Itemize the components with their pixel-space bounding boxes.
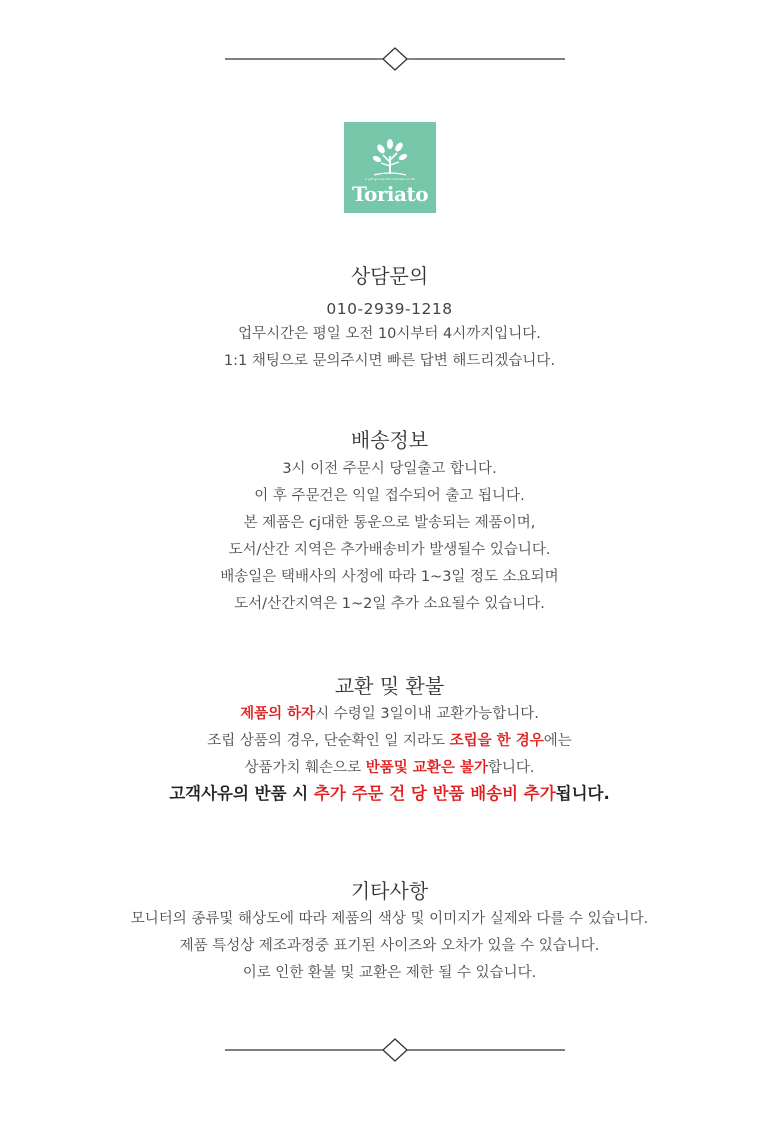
consultation-title: 상담문의 (350, 264, 429, 288)
damage-highlight: 반품및 교환은 불가 (365, 760, 488, 776)
shipping-line: 배송일은 택배사의 사정에 따라 1~3일 정도 소요되며 (220, 569, 559, 585)
damage-text-end: 합니다. (487, 760, 535, 776)
exchange-line-assembly (0, 731, 779, 751)
damage-text-start: 상품가치 훼손으로 (244, 760, 366, 776)
defect-highlight: 제품의 하자 (240, 706, 316, 722)
shipping-title: 배송정보 (350, 428, 429, 452)
assembly-text-start: 조립 상품의 경우, 단순확인 일 지라도 (207, 733, 450, 749)
shipping-line: 본 제품은 cj대한 통운으로 발송되는 제품이며, (243, 515, 536, 531)
phone-number: 010-2939-1218 (326, 300, 453, 318)
other-line: 모니터의 종류및 해상도에 따라 제품의 색상 및 이미지가 실제와 다를 수 있습니다. (130, 911, 649, 927)
shipping-line: 이 후 주문건은 익일 접수되어 출고 됩니다. (254, 488, 525, 504)
assembly-highlight: 조립을 한 경우 (449, 733, 544, 749)
exchange-line-damage (0, 758, 779, 778)
return-fee-highlight: 추가 주문 건 당 반품 배송비 추가 (313, 784, 556, 803)
shipping-line: 도서/산간지역은 1~2일 추가 소요될수 있습니다. (234, 596, 545, 612)
chat-notice: 1:1 채팅으로 문의주시면 빠른 답변 해드리겠습니다. (223, 353, 556, 369)
other-line: 이로 인한 환불 및 교환은 제한 될 수 있습니다. (242, 965, 537, 981)
diamond-divider-icon (225, 1038, 565, 1062)
return-fee-text-start: 고객사유의 반품 시 (169, 784, 314, 803)
exchange-line-defect (0, 704, 779, 724)
diamond-divider-icon (225, 47, 565, 71)
bottom-divider (225, 1038, 565, 1062)
assembly-text-end: 에는 (543, 733, 572, 749)
defect-text: 시 수령일 3일이내 교환가능합니다. (315, 706, 539, 722)
exchange-line-return-fee (0, 784, 779, 804)
brand-logo (344, 122, 436, 213)
shipping-line: 도서/산간 지역은 추가배송비가 발생될수 있습니다. (228, 542, 551, 558)
other-line: 제품 특성상 제조과정중 표기된 사이즈와 오차가 있을 수 있습니다. (179, 938, 600, 954)
return-fee-text-end: 됩니다. (555, 784, 610, 803)
other-title: 기타사항 (350, 879, 429, 903)
business-hours: 업무시간은 평일 오전 10시부터 4시까지입니다. (238, 326, 541, 342)
shipping-line: 3시 이전 주문시 당일출고 합니다. (282, 461, 497, 477)
exchange-title: 교환 및 환불 (334, 674, 445, 698)
logo-wordmark: Toriato (351, 182, 429, 206)
logo-tagline: a gift giving the richness of life (365, 177, 415, 181)
top-divider (225, 47, 565, 71)
